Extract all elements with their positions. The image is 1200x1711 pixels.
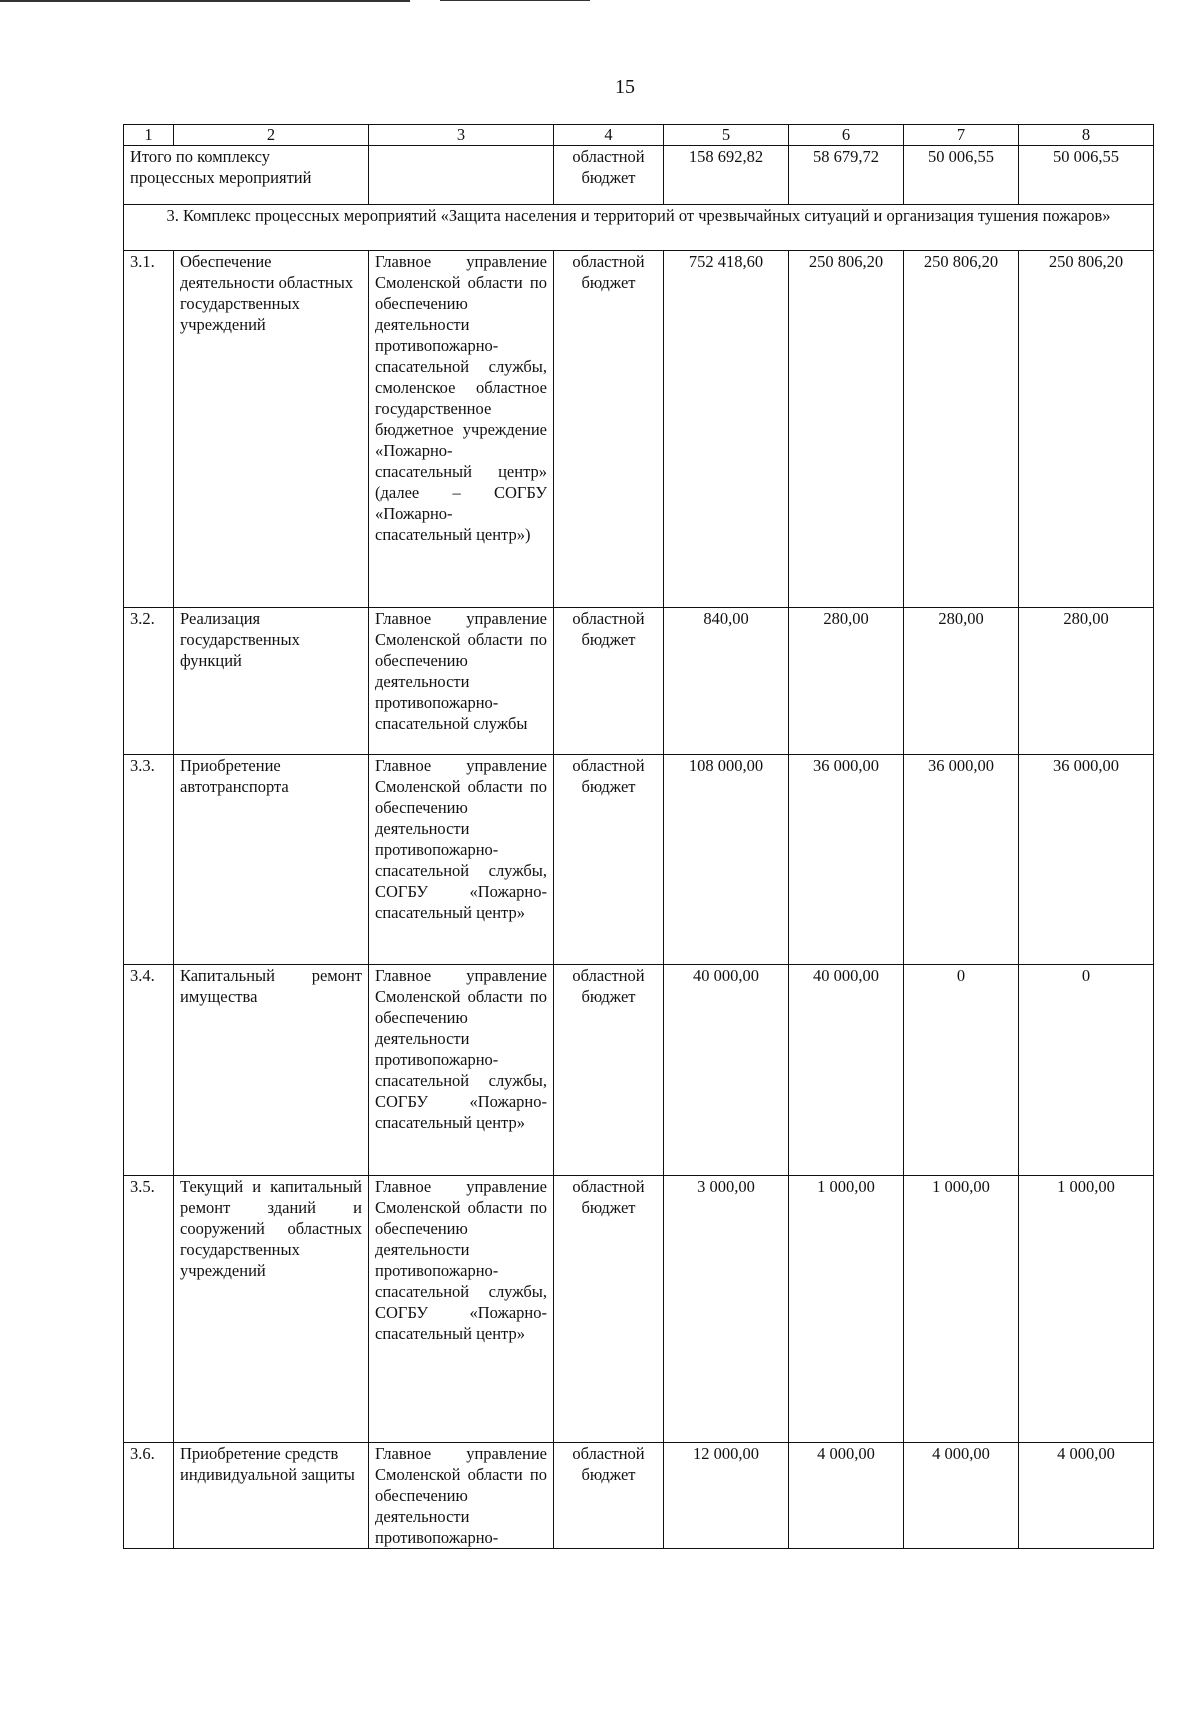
row-activity-name: Обеспечение деятельности областных государственных учреждений <box>174 251 369 608</box>
row-executor: Главное управление Смоленской области по обеспечению деятельности противопожарно-спасательной службы, смоленское областное государственное бюджетное учреждение «Пожарно-спасательный центр» (далее – СОГБУ «Пожарно-спасательный центр») <box>369 251 554 608</box>
total-value-8: 50 006,55 <box>1019 146 1154 205</box>
row-funding-source: областной бюджет <box>554 1443 664 1549</box>
column-header-4: 4 <box>554 125 664 146</box>
table-row <box>124 1176 1154 1443</box>
row-value-6: 1 000,00 <box>789 1176 904 1443</box>
total-label-line1: Итого по комплексу <box>130 147 271 166</box>
row-number: 3.1. <box>124 251 174 608</box>
table-row <box>124 251 1154 608</box>
row-executor: Главное управление Смоленской области по обеспечению деятельности противопожарно-спасательной службы <box>369 608 554 755</box>
row-value-8: 250 806,20 <box>1019 251 1154 608</box>
total-value-5: 158 692,82 <box>664 146 789 205</box>
scan-artifact-line <box>440 0 590 1</box>
row-number: 3.4. <box>124 965 174 1176</box>
total-source: областной бюджет <box>554 146 664 205</box>
row-activity-name: Текущий и капитальный ремонт зданий и сооружений областных государственных учреждений <box>174 1176 369 1443</box>
total-value-6: 58 679,72 <box>789 146 904 205</box>
column-header-7: 7 <box>904 125 1019 146</box>
row-value-6: 4 000,00 <box>789 1443 904 1549</box>
total-label-line2: процессных мероприятий <box>130 168 312 187</box>
row-value-7: 0 <box>904 965 1019 1176</box>
column-header-6: 6 <box>789 125 904 146</box>
row-value-8: 4 000,00 <box>1019 1443 1154 1549</box>
column-number-row <box>124 125 1154 146</box>
section-row <box>124 205 1154 251</box>
scan-artifact-line <box>0 0 410 2</box>
row-number: 3.2. <box>124 608 174 755</box>
section-title: 3. Комплекс процессных мероприятий «Защита населения и территорий от чрезвычайных ситуаций и организация тушения пожаров» <box>124 205 1154 251</box>
row-number: 3.6. <box>124 1443 174 1549</box>
row-value-7: 4 000,00 <box>904 1443 1019 1549</box>
row-value-8: 36 000,00 <box>1019 755 1154 965</box>
row-value-5: 12 000,00 <box>664 1443 789 1549</box>
row-activity-name: Приобретение автотранспорта <box>174 755 369 965</box>
row-number: 3.5. <box>124 1176 174 1443</box>
row-value-8: 0 <box>1019 965 1154 1176</box>
page-number: 15 <box>615 76 635 98</box>
row-executor: Главное управление Смоленской области по обеспечению деятельности противопожарно- <box>369 1443 554 1549</box>
row-executor: Главное управление Смоленской области по обеспечению деятельности противопожарно-спасательной службы, СОГБУ «Пожарно-спасательный центр» <box>369 1176 554 1443</box>
row-activity-name: Капитальный ремонт имущества <box>174 965 369 1176</box>
row-funding-source: областной бюджет <box>554 608 664 755</box>
budget-table <box>123 124 1154 1549</box>
row-value-6: 40 000,00 <box>789 965 904 1176</box>
row-value-7: 1 000,00 <box>904 1176 1019 1443</box>
column-header-3: 3 <box>369 125 554 146</box>
column-header-8: 8 <box>1019 125 1154 146</box>
row-number: 3.3. <box>124 755 174 965</box>
total-executor-cell <box>369 146 554 205</box>
row-value-7: 280,00 <box>904 608 1019 755</box>
column-header-2: 2 <box>174 125 369 146</box>
total-value-7: 50 006,55 <box>904 146 1019 205</box>
table-row <box>124 755 1154 965</box>
row-value-8: 280,00 <box>1019 608 1154 755</box>
column-header-1: 1 <box>124 125 174 146</box>
total-row <box>124 146 1154 205</box>
row-funding-source: областной бюджет <box>554 965 664 1176</box>
row-activity-name: Реализация государственных функций <box>174 608 369 755</box>
row-executor: Главное управление Смоленской области по обеспечению деятельности противопожарно-спасательной службы, СОГБУ «Пожарно-спасательный центр» <box>369 755 554 965</box>
row-value-5: 3 000,00 <box>664 1176 789 1443</box>
row-value-7: 250 806,20 <box>904 251 1019 608</box>
row-value-5: 840,00 <box>664 608 789 755</box>
row-value-6: 36 000,00 <box>789 755 904 965</box>
row-value-5: 752 418,60 <box>664 251 789 608</box>
row-funding-source: областной бюджет <box>554 755 664 965</box>
total-label <box>124 146 369 205</box>
table-body <box>124 125 1154 1549</box>
row-value-7: 36 000,00 <box>904 755 1019 965</box>
table-row <box>124 608 1154 755</box>
row-funding-source: областной бюджет <box>554 1176 664 1443</box>
row-executor: Главное управление Смоленской области по обеспечению деятельности противопожарно-спасательной службы, СОГБУ «Пожарно-спасательный центр» <box>369 965 554 1176</box>
row-activity-name: Приобретение средств индивидуальной защиты <box>174 1443 369 1549</box>
row-value-6: 280,00 <box>789 608 904 755</box>
row-value-5: 108 000,00 <box>664 755 789 965</box>
row-value-8: 1 000,00 <box>1019 1176 1154 1443</box>
table-row <box>124 1443 1154 1549</box>
row-funding-source: областной бюджет <box>554 251 664 608</box>
row-value-6: 250 806,20 <box>789 251 904 608</box>
table-row <box>124 965 1154 1176</box>
column-header-5: 5 <box>664 125 789 146</box>
row-value-5: 40 000,00 <box>664 965 789 1176</box>
